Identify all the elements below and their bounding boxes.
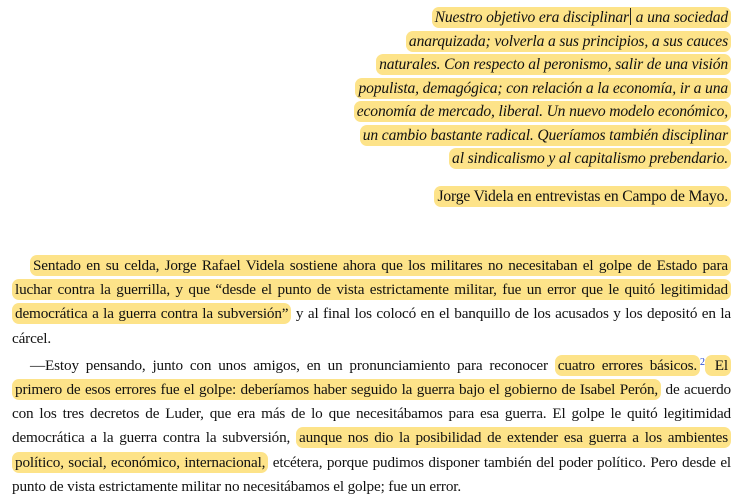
quote-line: economía de mercado, liberal. Un nuevo modelo económico, <box>354 101 731 122</box>
text-cursor <box>630 8 631 25</box>
attribution-text: Jorge Videla en entrevistas en Campo de Mayo. <box>434 186 731 207</box>
footnote-link[interactable]: 2 <box>700 356 705 368</box>
paragraph-text: y al final los colocó en el banquillo de los acusados y los depositó en la cárcel. <box>12 305 731 347</box>
quote-line: Nuestro objetivo era disciplinar <box>434 9 629 26</box>
paragraph-1 <box>12 254 731 351</box>
quote-line: al sindicalismo y al capitalismo prebendario. <box>449 148 731 169</box>
quote-line: populista, demagógica; con relación a la economía, ir a una <box>355 78 731 99</box>
paragraph-text: —Estoy pensando, junto con unos amigos, en un pronunciamiento para reconocer <box>30 356 555 374</box>
highlight-passage[interactable]: El primero de esos errores fue el golpe: deberíamos haber seguido la guerra bajo el gobierno de Isabel Perón, <box>12 355 731 400</box>
quote-line: a una sociedad <box>631 9 728 26</box>
highlight-passage[interactable]: aunque nos dio la posibilidad de extender esa guerra a los ambientes político, social, económico, internacional, <box>12 427 731 472</box>
quote-attribution <box>434 185 731 208</box>
paragraph-text: de acuerdo con los tres decretos de Luder, que era más de lo que necesitábamos para esa guerra. El golpe le quitó legitimidad democrática a la guerra contra la subversión, <box>12 381 731 447</box>
epigraph-quote <box>311 6 731 171</box>
highlight-passage[interactable]: cuatro errores básicos. <box>555 355 700 376</box>
paragraph-2 <box>12 351 731 499</box>
quote-line: un cambio bastante radical. Queríamos también disciplinar <box>360 125 731 146</box>
quote-line: naturales. Con respecto al peronismo, salir de una visión <box>376 54 731 75</box>
highlight-passage[interactable]: Sentado en su celda, Jorge Rafael Videla sostiene ahora que los militares no necesitaban el golpe de Estado para luchar contra la guerrilla, y que “desde el punto de vista estrictamente militar, fue un error que le quitó legitimidad democrática a la guerra contra la subversión” <box>12 255 731 324</box>
body-text <box>12 254 731 499</box>
quote-line: anarquizada; volverla a sus principios, a sus cauces <box>406 31 731 52</box>
paragraph-text: etcétera, porque pudimos disponer también del poder político. Pero desde el punto de vista estrictamente militar no necesitábamos el golpe; fue un error. <box>12 453 732 495</box>
